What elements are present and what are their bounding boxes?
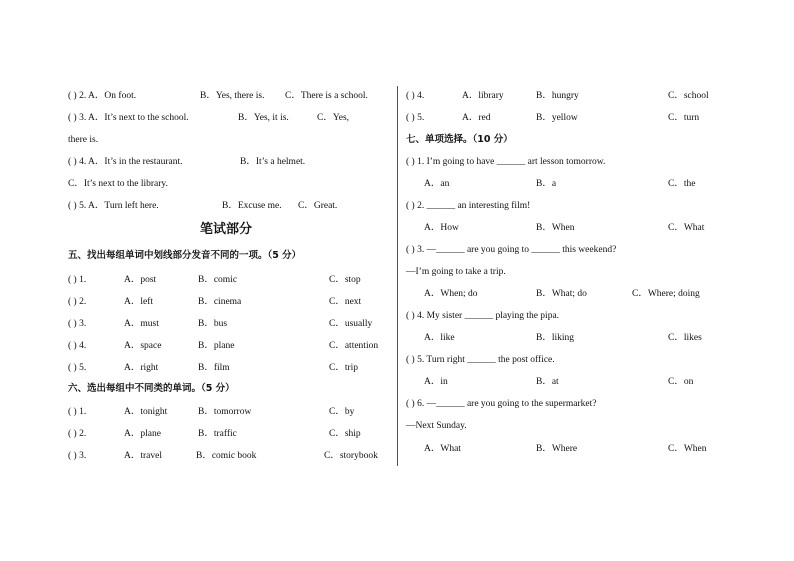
q-number: ( ) 1. xyxy=(68,275,87,285)
listening-item-3-c: C．Yes, xyxy=(317,113,350,123)
option-b: B．plane xyxy=(198,341,235,351)
option-a: A．How xyxy=(424,223,459,233)
option-c: C．stop xyxy=(329,275,361,285)
q-number: ( ) 3. xyxy=(68,451,87,461)
listening-item-5-a: ( ) 5. A．Turn left here. xyxy=(68,201,159,211)
option-b: B．a xyxy=(536,179,557,189)
listening-item-3-b: B．Yes, it is. xyxy=(238,113,289,123)
option-c: C．When xyxy=(668,444,707,454)
listening-item-5-c: C．Great. xyxy=(298,201,338,211)
option-c: C．the xyxy=(668,179,696,189)
option-a: A．must xyxy=(124,319,159,329)
option-b: B．cinema xyxy=(198,297,242,307)
option-a: A．an xyxy=(424,179,450,189)
question-6-reply: —Next Sunday. xyxy=(406,421,467,431)
option-a: A．in xyxy=(424,377,448,387)
listening-item-3-wrap: there is. xyxy=(68,135,99,145)
q-number: ( ) 1. xyxy=(68,407,87,417)
question-5: ( ) 5. Turn right ______ the post office. xyxy=(406,355,555,365)
option-b: B．What; do xyxy=(536,289,587,299)
q-number: ( ) 5. xyxy=(406,113,425,123)
option-c: C．usually xyxy=(329,319,373,329)
option-a: A．travel xyxy=(124,451,162,461)
option-a: A．like xyxy=(424,333,455,343)
listening-item-3-a: ( ) 3. A．It’s next to the school. xyxy=(68,113,189,123)
option-a: A．post xyxy=(124,275,157,285)
option-c: C．ship xyxy=(329,429,361,439)
question-6: ( ) 6. —______ are you going to the supermarket? xyxy=(406,399,597,409)
option-c: C．school xyxy=(668,91,709,101)
listening-item-5-b: B．Excuse me. xyxy=(222,201,282,211)
section-5-title: 五、找出每组单词中划线部分发音不同的一项。（5 分） xyxy=(68,250,302,261)
listening-item-2 xyxy=(68,90,136,102)
option-b: B．When xyxy=(536,223,575,233)
column-divider xyxy=(397,86,398,466)
listening-item-4-c: C．It’s next to the library. xyxy=(68,179,168,189)
listening-item-4-b: B．It’s a helmet. xyxy=(240,157,306,167)
listening-item-4-a: ( ) 4. A．It’s in the restaurant. xyxy=(68,157,183,167)
option-c: C．next xyxy=(329,297,362,307)
option-c: C．on xyxy=(668,377,694,387)
q-number: ( ) 4. xyxy=(406,91,425,101)
option-b: B．hungry xyxy=(536,91,579,101)
option-b: B．bus xyxy=(198,319,228,329)
question-4: ( ) 4. My sister ______ playing the pipa. xyxy=(406,311,560,321)
option-c: C．likes xyxy=(668,333,702,343)
option-b: B．film xyxy=(198,363,230,373)
option-b: B．Yes, there is. xyxy=(200,91,265,101)
q-number: ( ) 4. xyxy=(68,341,87,351)
option-b: B．yellow xyxy=(536,113,578,123)
option-a: A．What xyxy=(424,444,461,454)
option-b: B．comic xyxy=(198,275,238,285)
option-a: ( ) 2. A．On foot. xyxy=(68,91,137,101)
question-3-reply: —I’m going to take a trip. xyxy=(406,267,506,277)
option-b: B．Where xyxy=(536,444,578,454)
section-6-title: 六、选出每组中不同类的单词。（5 分） xyxy=(68,383,235,394)
q-number: ( ) 3. xyxy=(68,319,87,329)
option-a: A．space xyxy=(124,341,162,351)
question-3: ( ) 3. —______ are you going to ______ this weekend? xyxy=(406,245,617,255)
option-c: C．What xyxy=(668,223,705,233)
option-c: C．attention xyxy=(329,341,379,351)
option-c: C．turn xyxy=(668,113,700,123)
option-b: B．liking xyxy=(536,333,575,343)
q-number: ( ) 5. xyxy=(68,363,87,373)
option-c: C．by xyxy=(329,407,355,417)
option-c: C．Where; doing xyxy=(632,289,700,299)
section-7-title: 七、单项选择。（10 分） xyxy=(406,134,513,145)
option-a: A．right xyxy=(124,363,159,373)
option-b: B．at xyxy=(536,377,559,387)
q-number: ( ) 2. xyxy=(68,297,87,307)
option-b: B．tomorrow xyxy=(198,407,252,417)
option-a: A．When; do xyxy=(424,289,478,299)
option-a: A．plane xyxy=(124,429,161,439)
option-c: C．There is a school. xyxy=(285,91,368,101)
option-b: B．comic book xyxy=(196,451,257,461)
option-a: A．left xyxy=(124,297,154,307)
option-c: C．storybook xyxy=(324,451,378,461)
option-a: A．tonight xyxy=(124,407,168,417)
question-1: ( ) 1. I’m going to have ______ art lesson tomorrow. xyxy=(406,157,606,167)
q-number: ( ) 2. xyxy=(68,429,87,439)
option-c: C．trip xyxy=(329,363,359,373)
option-b: B．traffic xyxy=(198,429,237,439)
option-a: A．red xyxy=(462,113,491,123)
option-a: A．library xyxy=(462,91,504,101)
question-2: ( ) 2. ______ an interesting film! xyxy=(406,201,531,211)
written-part-heading: 笔试部分 xyxy=(200,222,253,237)
